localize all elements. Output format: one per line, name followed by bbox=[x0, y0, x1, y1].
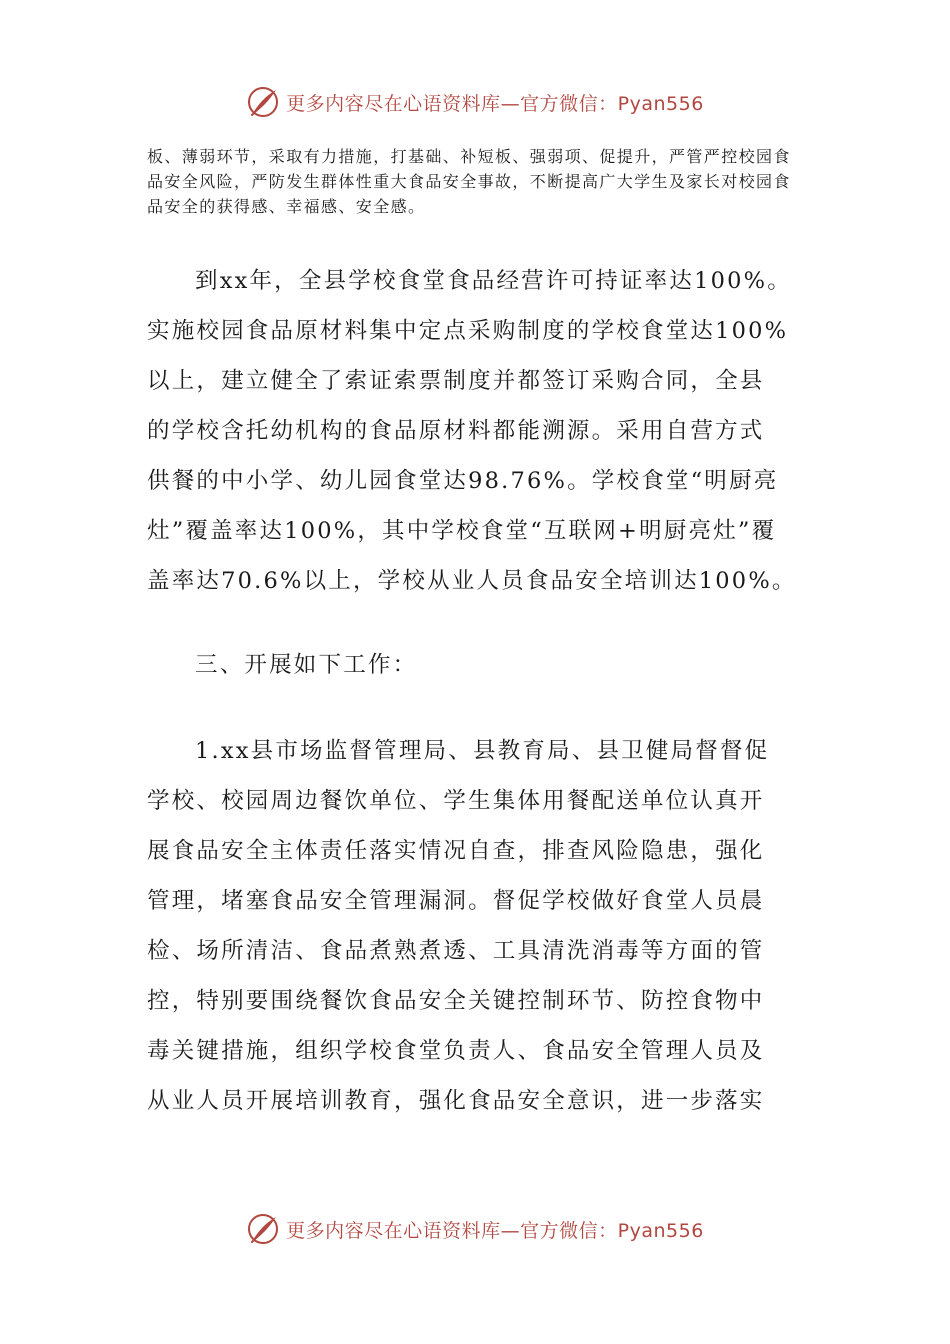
paragraph-2-line: 控，特别要围绕餐饮食品安全关键控制环节、防控食物中 bbox=[147, 988, 765, 1014]
paragraph-2-line: 1.xx县市场监督管理局、县教育局、县卫健局督督促 bbox=[195, 738, 770, 764]
paragraph-2-line: 毒关键措施，组织学校食堂负责人、食品安全管理人员及 bbox=[147, 1038, 765, 1064]
banner-text: 更多内容尽在心语资料库—官方微信：Pyan556 bbox=[286, 1219, 704, 1242]
banner-text: 更多内容尽在心语资料库—官方微信：Pyan556 bbox=[286, 92, 704, 115]
quill-pen-icon bbox=[246, 85, 280, 119]
section-heading: 三、开展如下工作： bbox=[195, 652, 418, 678]
paragraph-2-line: 从业人员开展培训教育，强化食品安全意识，进一步落实 bbox=[147, 1088, 765, 1114]
paragraph-1-line: 以上，建立健全了索证索票制度并都签订采购合同，全县 bbox=[147, 368, 765, 394]
paragraph-1-line: 实施校园食品原材料集中定点采购制度的学校食堂达100% bbox=[147, 318, 789, 344]
paragraph-2-line: 检、场所清洁、食品煮熟煮透、工具清洗消毒等方面的管 bbox=[147, 938, 765, 964]
paragraph-2-line: 学校、校园周边餐饮单位、学生集体用餐配送单位认真开 bbox=[147, 788, 765, 814]
paragraph-2-line: 展食品安全主体责任落实情况自查，排查风险隐患，强化 bbox=[147, 838, 765, 864]
paragraph-1-line: 到xx年，全县学校食堂食品经营许可持证率达100%。 bbox=[195, 268, 792, 294]
paragraph-2-line: 管理，堵塞食品安全管理漏洞。督促学校做好食堂人员晨 bbox=[147, 888, 765, 914]
footer-banner bbox=[0, 1207, 950, 1251]
paragraph-1-line: 盖率达70.6%以上，学校从业人员食品安全培训达100%。 bbox=[147, 568, 797, 594]
header-banner bbox=[0, 80, 950, 124]
paragraph-1-line: 灶”覆盖率达100%，其中学校食堂“互联网+明厨亮灶”覆 bbox=[147, 518, 777, 544]
intro-paragraph: 板、薄弱环节，采取有力措施，打基础、补短板、强弱项、促提升，严管严控校园食品安全风险，严防发生群体性重大食品安全事故，不断提高广大学生及家长对校园食品安全的获得感、幸福感、安全感。 bbox=[147, 147, 791, 216]
quill-pen-icon bbox=[246, 1212, 280, 1246]
paragraph-1-line: 的学校含托幼机构的食品原材料都能溯源。采用自营方式 bbox=[147, 418, 765, 444]
paragraph-1-line: 供餐的中小学、幼儿园食堂达98.76%。学校食堂“明厨亮 bbox=[147, 468, 779, 494]
